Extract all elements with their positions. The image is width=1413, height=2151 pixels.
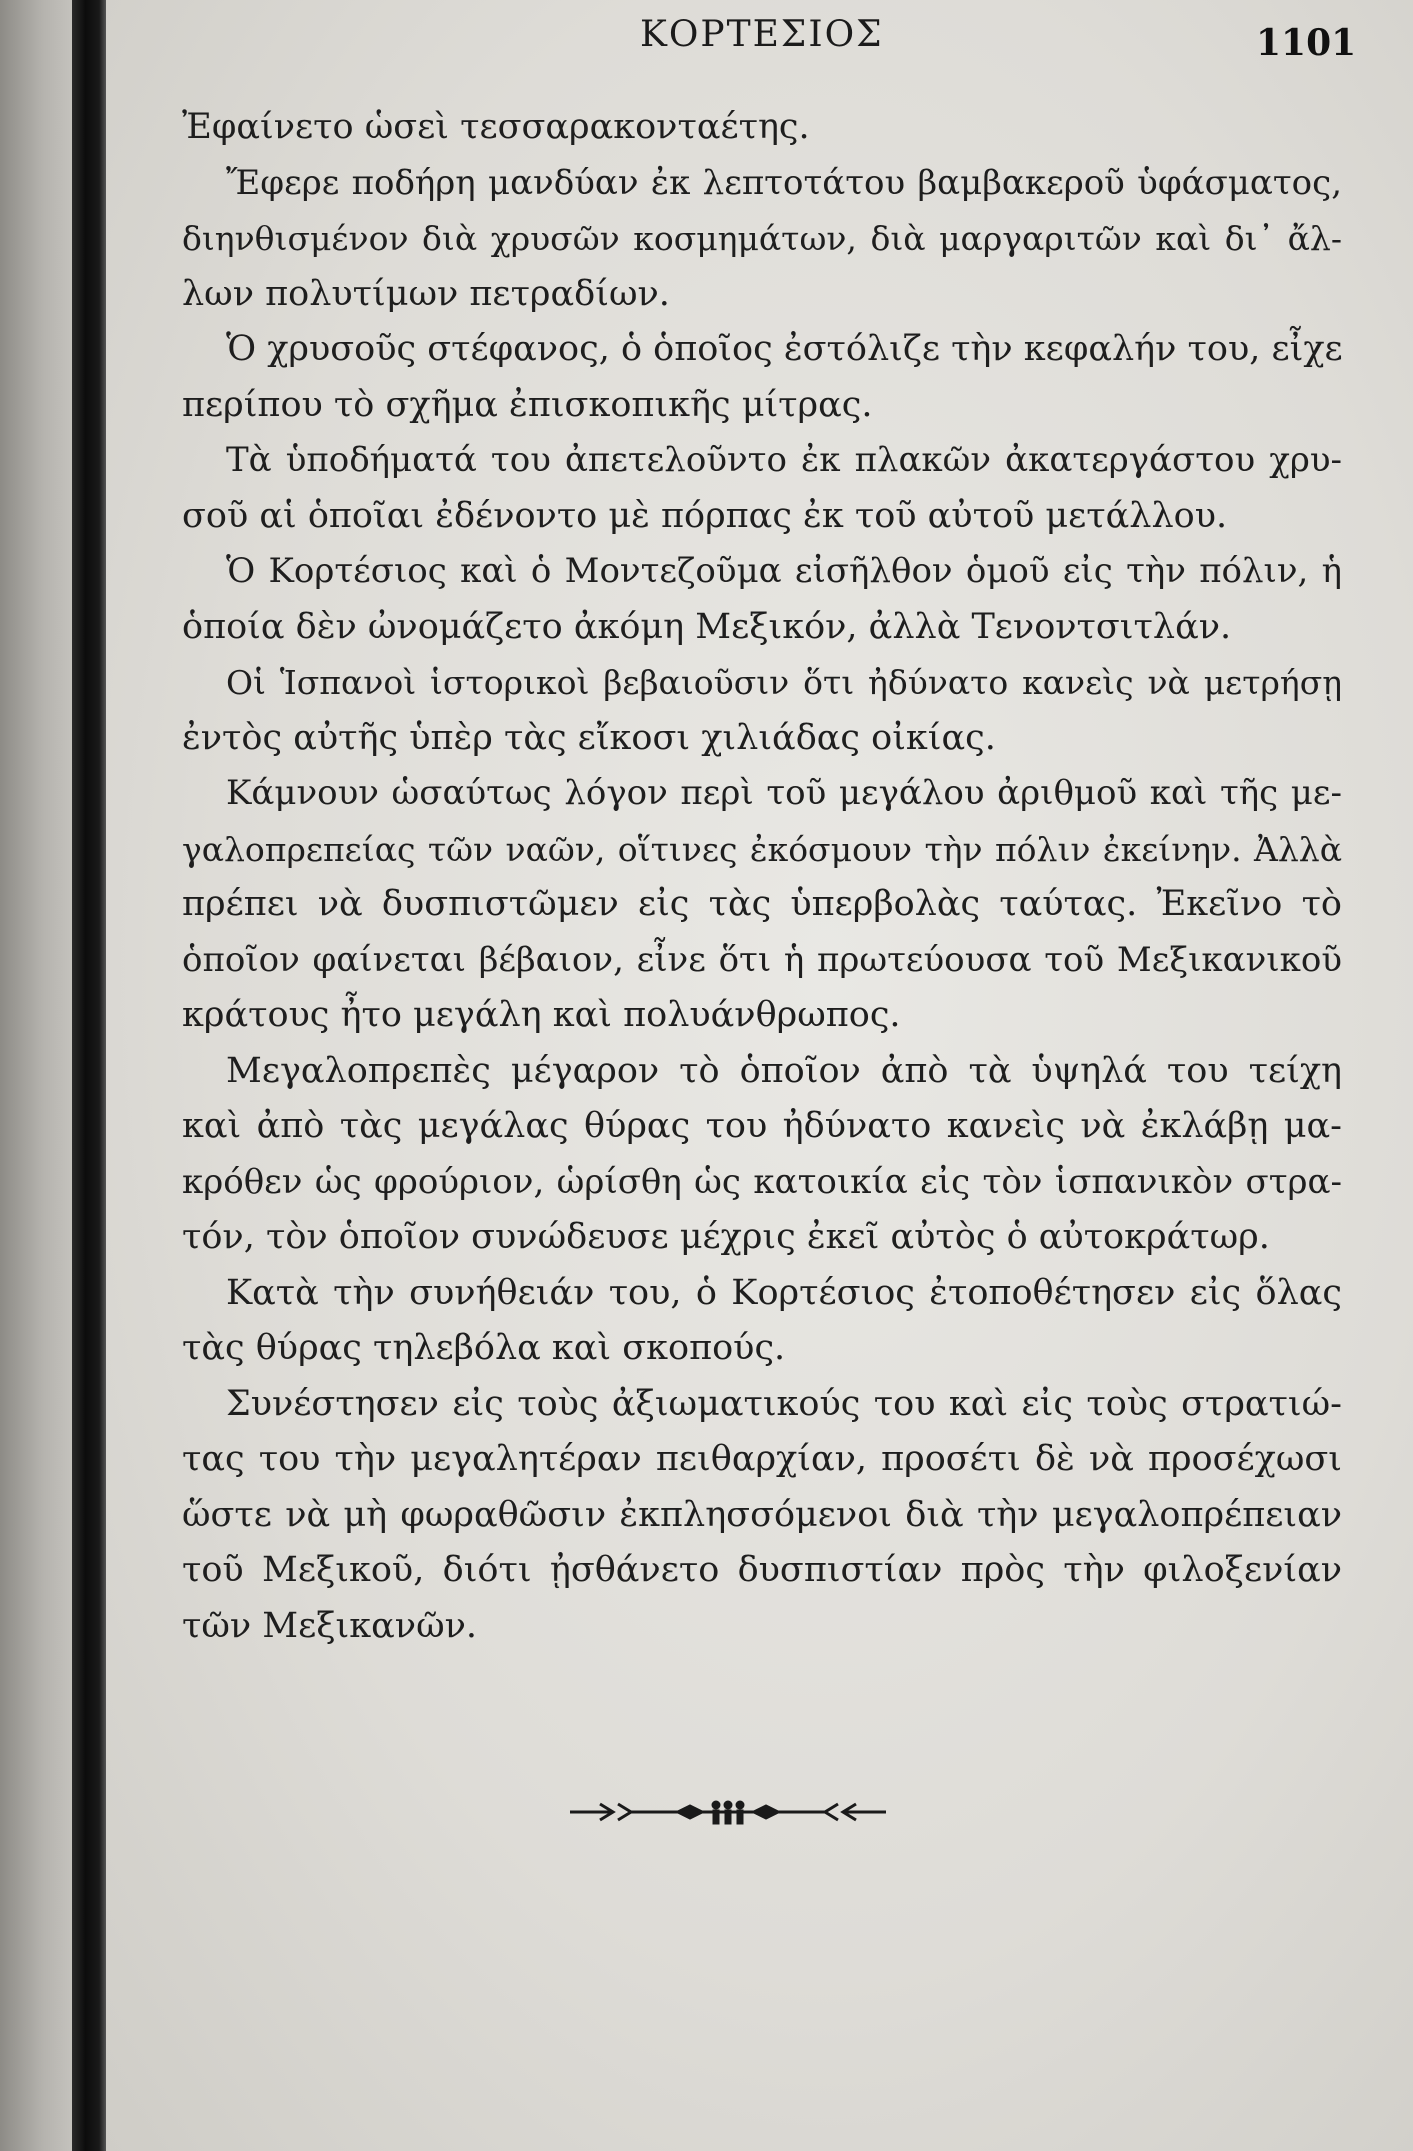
text-line: γαλοπρεπείας τῶν ναῶν, οἵτινες ἐκόσμουν τὴν πόλιν ἐκείνην. Ἀλλὰ [182, 829, 1342, 869]
text-line: Οἱ Ἱσπανοὶ ἱστορικοὶ βεβαιοῦσιν ὅτι ἠδύνατο κανεὶς νὰ μετρήσῃ [226, 663, 1342, 702]
text-line: Ὁ χρυσοῦς στέφανος, ὁ ὁποῖος ἐστόλιζε τὴν κεφαλήν του, εἶχε [226, 329, 1343, 369]
text-line: τας του τὴν μεγαλητέραν πειθαρχίαν, προσέτι δὲ νὰ προσέχωσι [182, 1439, 1342, 1479]
text-line: ὁποία δὲν ὠνομάζετο ἀκόμη Μεξικόν, ἀλλὰ Τενοντσιτλάν. [182, 606, 1232, 647]
body-text [182, 100, 1342, 1654]
text-line: κρόθεν ὡς φρούριον, ὡρίσθη ὡς κατοικία εἰς τὸν ἱσπανικὸν στρα- [182, 1161, 1342, 1202]
running-header-title: ΚΟΡΤΕΣΙΟΣ [640, 14, 884, 55]
text-line: ὁποῖον φαίνεται βέβαιον, εἶνε ὅτι ἡ πρωτεύουσα τοῦ Μεξικανικοῦ [182, 939, 1342, 980]
text-line: καὶ ἀπὸ τὰς μεγάλας θύρας του ἠδύνατο κανεὶς νὰ ἐκλάβῃ μα- [182, 1106, 1342, 1146]
text-line: Ἔφερε ποδήρη μανδύαν ἐκ λεπτοτάτου βαμβακεροῦ ὑφάσματος, [226, 162, 1342, 203]
text-line: Ἐφαίνετο ὡσεὶ τεσσαρακονταέτης. [182, 107, 810, 147]
text-line: διηνθισμένον διὰ χρυσῶν κοσμημάτων, διὰ μαργαριτῶν καὶ δι᾽ ἄλ- [182, 219, 1342, 258]
text-line: πρέπει νὰ δυσπιστῶμεν εἰς τὰς ὑπερβολὰς ταύτας. Ἐκεῖνο τὸ [182, 884, 1342, 924]
text-line: ὥστε νὰ μὴ φωραθῶσιν ἐκπλησσόμενοι διὰ τὴν μεγαλοπρέπειαν [182, 1494, 1342, 1535]
text-line: σοῦ αἱ ὁποῖαι ἐδένοντο μὲ πόρπας ἐκ τοῦ αὐτοῦ μετάλλου. [182, 495, 1228, 536]
scan-left-margin [0, 0, 72, 2151]
text-line: περίπου τὸ σχῆμα ἐπισκοπικῆς μίτρας. [182, 384, 873, 425]
text-line: τοῦ Μεξικοῦ, διότι ᾐσθάνετο δυσπιστίαν πρὸς τὴν φιλοξενίαν [182, 1550, 1342, 1590]
text-line: τὰς θύρας τηλεβόλα καὶ σκοπούς. [182, 1328, 786, 1368]
text-line: Κάμνουν ὡσαύτως λόγον περὶ τοῦ μεγάλου ἀριθμοῦ καὶ τῆς με- [226, 773, 1342, 813]
text-line: Μεγαλοπρεπὲς μέγαρον τὸ ὁποῖον ἀπὸ τὰ ὑψηλά του τείχη [226, 1050, 1342, 1091]
text-line: ἐντὸς αὐτῆς ὑπὲρ τὰς εἴκοσι χιλιάδας οἰκίας. [182, 717, 996, 758]
text-line: Τὰ ὑποδήματά του ἀπετελοῦντο ἐκ πλακῶν ἀκατεργάστου χρυ- [226, 440, 1342, 480]
text-line: λων πολυτίμων πετραδίων. [182, 273, 670, 314]
text-line: τόν, τὸν ὁποῖον συνώδευσε μέχρις ἐκεῖ αὐτὸς ὁ αὐτοκράτωρ. [182, 1217, 1270, 1257]
text-line: Ὁ Κορτέσιος καὶ ὁ Μοντεζοῦμα εἰσῆλθον ὁμοῦ εἰς τὴν πόλιν, ἡ [226, 551, 1342, 591]
text-line: τῶν Μεξικανῶν. [182, 1605, 478, 1646]
text-line: κράτους ἦτο μεγάλη καὶ πολυάνθρωπος. [182, 995, 901, 1035]
book-binding-gutter [72, 0, 106, 2151]
text-line: Κατὰ τὴν συνήθειάν του, ὁ Κορτέσιος ἐτοποθέτησεν εἰς ὅλας [226, 1272, 1342, 1313]
page-number: 1101 [1256, 22, 1357, 64]
decorative-rule-ornament-icon [568, 1792, 888, 1832]
text-line: Συνέστησεν εἰς τοὺς ἀξιωματικούς του καὶ εἰς τοὺς στρατιώ- [226, 1383, 1342, 1424]
